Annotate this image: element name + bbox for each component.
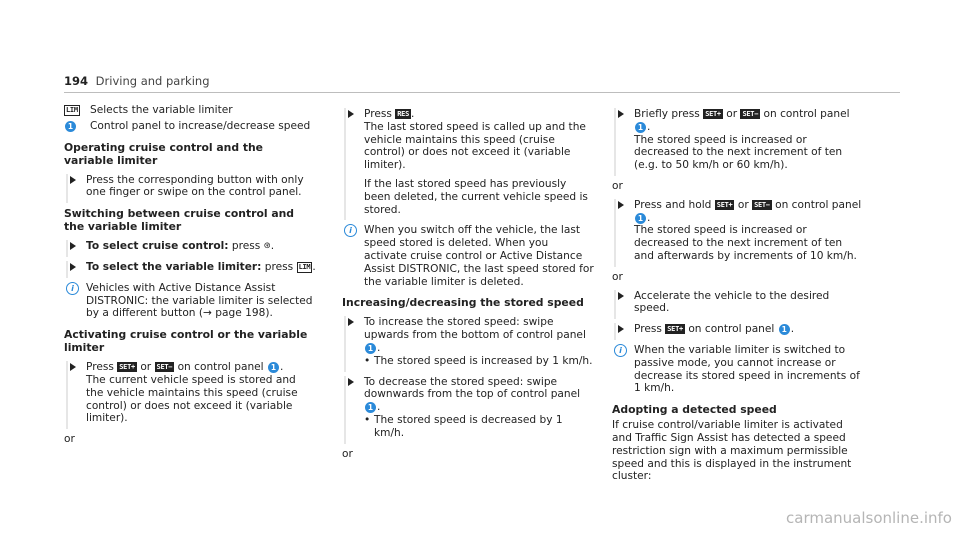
legend-text: Control panel to increase/decrease speed xyxy=(90,119,311,132)
heading-activating: Activating cruise control or the variable limiter xyxy=(64,328,308,355)
info-icon: i xyxy=(66,282,79,295)
step-label: To select the variable limiter: xyxy=(86,260,262,273)
note-passive-mode xyxy=(612,344,864,395)
page-reference-arrow-icon: (→ xyxy=(198,307,212,320)
step-result-text: The last stored speed is called up and the vehicle maintains this speed (cruise control) or does not exceed it (variable limiter). xyxy=(364,120,586,172)
set-minus-button-icon: SET− xyxy=(742,110,759,118)
column-3 xyxy=(612,104,864,483)
page-number: 194 xyxy=(64,74,89,88)
step-text: press xyxy=(231,240,261,253)
bullet-result: • The stored speed is decreased by 1 km/h. xyxy=(364,414,594,440)
step-text: on control panel xyxy=(177,361,264,374)
step-text: To increase the stored speed: swipe upwards from the bottom of control panel xyxy=(364,316,586,342)
step-decrease: To decrease the stored speed: swipe downwards from the top of control panel 1 . • The stored speed is decreased by 1 km/h. xyxy=(342,376,594,440)
legend-item-lim xyxy=(64,104,316,117)
set-plus-button-icon: SET+ xyxy=(705,110,721,118)
heading-operating: Operating cruise control and the variable limiter xyxy=(64,140,263,167)
watermark-text: carmanualsonline.info xyxy=(786,509,952,527)
step-text: Press xyxy=(634,323,662,336)
or-separator: or xyxy=(342,447,353,460)
step-briefly-press: Briefly press SET+ or SET− on control panel 1 . The stored speed is increased or decreased to the next increment of ten (e.g. to 50 km/h or 60 km/h). xyxy=(612,108,864,172)
callout-1-icon: 1 xyxy=(365,402,376,413)
step-result-text: If the last stored speed has previously been deleted, the current vehicle speed is stored. xyxy=(364,177,588,216)
step-arrow-icon xyxy=(70,176,76,184)
cruise-control-icon: ⊛ xyxy=(263,241,271,252)
step-arrow-icon xyxy=(348,110,354,118)
step-arrow-icon xyxy=(618,292,624,300)
callout-1-icon: 1 xyxy=(635,213,646,224)
step-text: or xyxy=(726,108,738,120)
step-label: To select cruise control: xyxy=(86,240,229,253)
bullet-result: • The stored speed is increased by 1 km/h. xyxy=(364,355,594,368)
callout-1-icon: 1 xyxy=(779,324,790,335)
step-text: To decrease the stored speed: swipe downwards from the top of control panel xyxy=(364,375,581,401)
resume-button-icon: RES xyxy=(397,110,410,118)
callout-1-icon: 1 xyxy=(268,362,279,373)
step-text: Press the corresponding button with only one finger or swipe on the control panel. xyxy=(86,173,304,199)
step-arrow-icon xyxy=(70,263,76,271)
legend-text: Selects the variable limiter xyxy=(90,104,233,116)
step-text: or xyxy=(140,361,152,374)
set-plus-button-icon: SET+ xyxy=(667,325,683,334)
step-text: Press xyxy=(86,361,114,374)
step-result-text: The current vehicle speed is stored and the vehicle maintains this speed (cruise control) or does not exceed it (variable limiter). xyxy=(86,373,298,425)
step-arrow-icon xyxy=(70,363,76,371)
note-text: Vehicles with Active Distance Assist DISTRONIC: the variable limiter is selected by a different button xyxy=(86,281,313,320)
step-press-and-hold: Press and hold SET+ or SET− on control panel 1 . The stored speed is increased or decreased to the next increment of ten and afterwards by increments of 10 km/h. xyxy=(612,199,864,263)
callout-1-icon: 1 xyxy=(365,343,376,354)
step-increase: To increase the stored speed: swipe upwards from the bottom of control panel 1 . • The stored speed is increased by 1 km/h. xyxy=(342,316,594,367)
note-vehicles-distronic: i Vehicles with Active Distance Assist DISTRONIC: the variable limiter is selected by a different button (→ page 198). xyxy=(64,282,316,320)
step-arrow-icon xyxy=(348,318,354,326)
column-1 xyxy=(64,104,316,452)
step-arrow-icon xyxy=(618,201,624,209)
callout-1-icon: 1 xyxy=(65,121,76,132)
heading-increasing-decreasing: Increasing/decreasing the stored speed xyxy=(342,296,584,310)
section-title: Driving and parking xyxy=(95,74,210,88)
step-text: Press xyxy=(364,108,392,120)
callout-1-icon: 1 xyxy=(635,122,646,133)
set-minus-button-icon: SET− xyxy=(754,200,770,209)
lim-button-icon: LIM xyxy=(298,262,311,271)
step-arrow-icon xyxy=(618,325,624,333)
info-icon: i xyxy=(344,224,357,237)
info-icon: i xyxy=(614,344,627,357)
heading-adopting: Adopting a detected speed xyxy=(612,403,777,417)
lim-button-icon: LIM xyxy=(66,106,78,114)
step-text: on control panel xyxy=(763,108,850,120)
page-header xyxy=(64,74,210,88)
or-separator: or xyxy=(64,433,75,446)
set-minus-button-icon: SET− xyxy=(156,363,173,372)
step-result-text: The stored speed is increased or decreased to the next increment of ten and afterwards by increments of 10 km/h. xyxy=(634,224,857,262)
or-separator: or xyxy=(612,179,623,192)
step-result-text: The stored speed is increased or decreased to the next increment of ten (e.g. to 50 km/h or 60 km/h). xyxy=(634,133,843,172)
page-reference-link[interactable]: page 198 xyxy=(215,307,266,320)
set-plus-button-icon: SET+ xyxy=(119,363,135,372)
note-switch-off xyxy=(342,224,594,288)
column-2 xyxy=(342,104,594,466)
step-text: press xyxy=(264,260,294,273)
step-operating xyxy=(64,174,316,200)
step-activate: Press SET+ or SET− on control panel 1 . The current vehicle speed is stored and the vehicle maintains this speed (cruise control) or does not exceed it (variable limiter). xyxy=(64,361,316,425)
step-arrow-icon xyxy=(70,242,76,250)
step-text: on control panel xyxy=(688,323,775,336)
step-text: Accelerate the vehicle to the desired speed. xyxy=(634,289,830,315)
step-text: Briefly press xyxy=(634,108,700,120)
set-plus-button-icon: SET+ xyxy=(716,200,733,209)
step-arrow-icon xyxy=(618,110,624,118)
header-divider xyxy=(64,92,900,93)
step-text: Press and hold xyxy=(634,198,712,211)
or-separator: or xyxy=(612,270,623,283)
heading-switching: Switching between cruise control and the variable limiter xyxy=(64,207,295,234)
step-text: or xyxy=(737,198,749,211)
step-select-cruise: To select cruise control: press ⊛. xyxy=(64,240,316,253)
step-text: on control panel xyxy=(775,198,862,211)
step-select-limiter: To select the variable limiter: press LIM . xyxy=(64,261,316,274)
legend-item-control-panel xyxy=(64,120,316,133)
step-accelerate xyxy=(612,290,864,316)
paragraph-adopting: If cruise control/variable limiter is activated and Traffic Sign Assist has detected a speed restriction sign with a maximum permissible speed and this is displayed in the instrument cluster: xyxy=(612,419,852,483)
step-resume: Press RES . The last stored speed is called up and the vehicle maintains this speed (cruise control) or does not exceed it (variable limiter). If the last stored speed has previously been deleted, the current vehicle speed is stored. xyxy=(342,108,594,216)
note-text: When you switch off the vehicle, the last speed stored is deleted. When you activate cruise control or Active Distance Assist DISTRONIC, the last speed stored for the variable limiter is deleted. xyxy=(364,224,594,288)
step-press-set: Press SET+ on control panel 1 . xyxy=(612,323,864,336)
note-text: When the variable limiter is switched to passive mode, you cannot increase or decrease its stored speed in increments of 1 km/h. xyxy=(634,343,860,395)
step-arrow-icon xyxy=(348,378,354,386)
